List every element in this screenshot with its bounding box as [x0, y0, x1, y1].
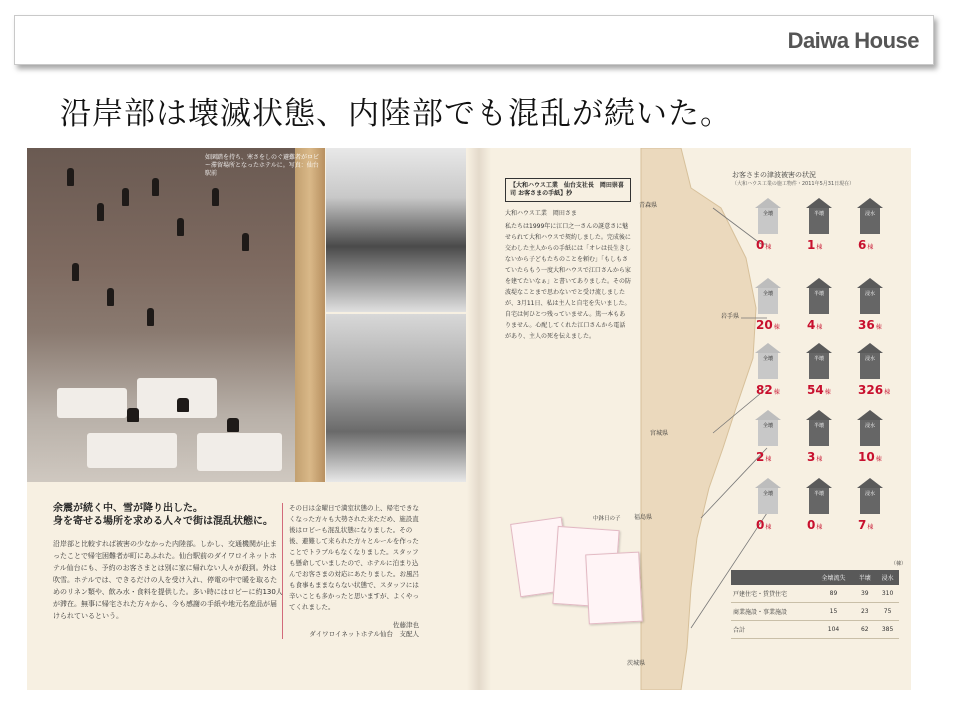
table-cell: 23 — [853, 603, 876, 621]
left-article — [53, 502, 283, 622]
damage-count-unit: 棟 — [816, 324, 823, 331]
damage-count — [756, 518, 771, 532]
damage-count-value: 1 — [807, 238, 816, 252]
photo-blanket — [57, 388, 127, 418]
house-icon — [806, 343, 832, 379]
damage-count — [807, 518, 822, 532]
house-icon — [806, 198, 832, 234]
damage-status-subtitle: （大和ハウス工業の施工物件・2011年5月31日現在） — [732, 181, 855, 187]
house-category-label: 浸水 — [864, 423, 875, 429]
table-cell: 合計 — [731, 621, 814, 639]
damage-count-value: 0 — [756, 518, 765, 532]
photo-person — [72, 263, 79, 281]
header-bar — [14, 15, 934, 65]
table-header-cell: 浸水 — [876, 570, 899, 585]
table-cell: 商業施設・事業施設 — [731, 603, 814, 621]
house-roof — [755, 410, 781, 420]
table-cell: 75 — [876, 603, 899, 621]
damage-count-value: 0 — [756, 238, 765, 252]
house-category-label: 半壊 — [813, 211, 824, 217]
damage-count — [807, 450, 822, 464]
damage-count-value: 326 — [858, 383, 884, 397]
damage-count — [756, 450, 771, 464]
house-icon — [755, 198, 781, 234]
house-category-label: 半壊 — [813, 491, 824, 497]
hotel-floor-photo — [326, 148, 466, 312]
damage-count-value: 54 — [807, 383, 824, 397]
damage-count-unit: 棟 — [867, 524, 874, 531]
damage-count-unit: 棟 — [816, 244, 823, 251]
damage-count-unit: 棟 — [884, 389, 891, 396]
photo-blanket — [87, 433, 177, 468]
house-roof — [806, 278, 832, 288]
damage-count-unit: 棟 — [867, 244, 874, 251]
table-cell: 15 — [814, 603, 854, 621]
house-roof — [755, 198, 781, 208]
damage-count — [858, 450, 882, 464]
table-cell: 89 — [814, 585, 854, 603]
letter-body: 私たちは1999年に江口之一さんの誕意さに魅せられて大和ハウスで契約しました。完成後に交わした主人からの手紙には「オレは長生きしないから子どもたちのことを頼む」「もしもさていたらもう一度大和ハウスで江口さんから家を建てたいなぁ」と書いてありました。その防波堤なことまで思わないでと受け流しましたが、3月11日、私は主人と自宅を失いました。自宅は何ひとつ残っていません。篤一本もありません。心配してくれた江口さんから電話があり、主人の死を伝えました。 — [505, 223, 632, 340]
table-cell: 62 — [853, 621, 876, 639]
quote-title: ダイワロイネットホテル仙台 支配人 — [309, 630, 419, 638]
photo-person — [177, 398, 189, 412]
hotel-lobby-photo — [326, 314, 466, 482]
damage-summary-table — [731, 570, 899, 639]
house-icon — [857, 198, 883, 234]
damage-count-unit: 棟 — [816, 524, 823, 531]
table-cell: 385 — [876, 621, 899, 639]
house-roof — [857, 410, 883, 420]
photo-person — [107, 288, 114, 306]
quote-signature — [289, 621, 419, 639]
quote-text: その日は金曜日で満室状態の上、帰宅できなくなった方々も大勢された来ただめ、施設直後はロビーも混乱状態になりました。その後、避難して来られた方々とルールを作ったことでトラブルもなくなりました。スタッフも懸命していましたので、ホテルに泊まり込んでお客さまの対応にあたりました。お風呂も食事もままならない状態で、スタッフには辛いことも多かったと思いますが、よくやってくれました。 — [289, 504, 419, 611]
damage-count-value: 6 — [858, 238, 867, 252]
damage-count-value: 4 — [807, 318, 816, 332]
house-roof — [857, 198, 883, 208]
damage-count-unit: 棟 — [765, 456, 772, 463]
customer-letter-article — [505, 178, 631, 342]
headline-line-1: 余震が続く中、雪が降り出した。 — [53, 503, 203, 514]
table-header-cell: 全壊流失 — [814, 570, 854, 585]
house-category-label: 半壊 — [813, 291, 824, 297]
damage-count-value: 7 — [858, 518, 867, 532]
photo-person — [122, 188, 129, 206]
house-category-label: 全壊 — [762, 356, 773, 362]
photo-person — [177, 218, 184, 236]
damage-count-unit: 棟 — [765, 244, 772, 251]
damage-count-unit: 棟 — [875, 456, 882, 463]
house-icon — [806, 278, 832, 314]
damage-count — [858, 518, 873, 532]
letter-addressee: 大和ハウス工業 岡田さま — [505, 210, 577, 217]
photo-person — [67, 168, 74, 186]
page-spine — [467, 148, 491, 690]
table-header-cell: 半壊 — [853, 570, 876, 585]
house-category-label: 全壊 — [762, 491, 773, 497]
house-roof — [857, 278, 883, 288]
article-body: 沿岸部と比較すれば被害の少なかった内陸部。しかし、交通機関が止まったことで帰宅困難者が町にあふれた。仙台駅前のダイワロイネットホテル仙台にも、予約のお客さまとは別に家に帰れない人々が殺到。外は吹雪。ホテルでは、できるだけの人を受け入れ、停電の中で暖を取るためのリネン類や、飲み水・食料を提供した。多い時にはロビーに約130人が滞在。無事に帰宅された方々から、今も感謝の手紙や地元名産品が届けられているという。 — [53, 540, 283, 620]
damage-count-value: 0 — [807, 518, 816, 532]
damage-count-unit: 棟 — [773, 324, 780, 331]
pref-label-iwate: 岩手県 — [721, 313, 740, 320]
damage-count — [858, 238, 873, 252]
house-roof — [806, 343, 832, 353]
table-header-row — [731, 570, 899, 585]
damage-count — [807, 383, 831, 397]
house-icon — [806, 478, 832, 514]
damage-count-unit: 棟 — [765, 524, 772, 531]
house-icon — [755, 410, 781, 446]
table-cell: 310 — [876, 585, 899, 603]
daiwa-house-logo: Daiwa House — [787, 28, 919, 53]
table-row — [731, 621, 899, 639]
damage-count-value: 3 — [807, 450, 816, 464]
damage-count-value: 10 — [858, 450, 875, 464]
lobby-pillar — [295, 148, 325, 482]
lobby-photo — [27, 148, 325, 482]
pref-label-miyagi: 宮城県 — [650, 430, 669, 437]
table-cell: 39 — [853, 585, 876, 603]
photo-person — [227, 418, 239, 432]
table-cell: 戸建住宅・賃貸住宅 — [731, 585, 814, 603]
damage-count — [858, 318, 882, 332]
house-category-label: 浸水 — [864, 291, 875, 297]
damage-count — [807, 238, 822, 252]
house-category-label: 全壊 — [762, 291, 773, 297]
table-header-cell — [731, 570, 814, 585]
house-roof — [755, 478, 781, 488]
damage-count — [756, 383, 780, 397]
photo-person — [127, 408, 139, 422]
damage-status-title: お客さまの津波被害の状況 — [732, 171, 816, 179]
house-category-label: 全壊 — [762, 423, 773, 429]
photo-blanket — [197, 433, 282, 471]
house-roof — [857, 478, 883, 488]
damage-count-value: 82 — [756, 383, 773, 397]
house-icon — [857, 278, 883, 314]
damage-count-unit: 棟 — [824, 389, 831, 396]
damage-count-value: 2 — [756, 450, 765, 464]
photo-caption: 如園踏を持ち、寒さをしのぐ避難者がロビー滞留場所となったホテルに。写真：仙台駅前 — [205, 154, 320, 177]
damage-count — [858, 383, 890, 397]
table-row — [731, 603, 899, 621]
house-category-label: 浸水 — [864, 356, 875, 362]
house-roof — [857, 343, 883, 353]
photo-person — [212, 188, 219, 206]
table-cell: 104 — [814, 621, 854, 639]
damage-count — [807, 318, 822, 332]
letter-heading: 【大和ハウス工業 仙台支社長 岡田崇喜 司 お客さまの手紙】抄 — [505, 178, 631, 202]
house-category-label: 浸水 — [864, 491, 875, 497]
house-category-label: 浸水 — [864, 211, 875, 217]
damage-count — [756, 238, 771, 252]
photo-person — [147, 308, 154, 326]
pref-label-ibaraki: 茨城県 — [627, 660, 646, 667]
photo-person — [242, 233, 249, 251]
quote-name: 佐藤津也 — [393, 621, 419, 629]
house-icon — [857, 410, 883, 446]
pref-label-fukushima: 福島県 — [634, 514, 653, 521]
photo-person — [97, 203, 104, 221]
house-roof — [806, 198, 832, 208]
house-category-label: 半壊 — [813, 356, 824, 362]
house-icon — [755, 343, 781, 379]
letter-caption: 中鉢日の子 — [593, 516, 621, 522]
house-icon — [857, 343, 883, 379]
house-icon — [857, 478, 883, 514]
table-row — [731, 585, 899, 603]
damage-count-unit: 棟 — [875, 324, 882, 331]
damage-count-value: 36 — [858, 318, 875, 332]
article-headline — [53, 502, 283, 528]
house-category-label: 半壊 — [813, 423, 824, 429]
damage-count-unit: 棟 — [773, 389, 780, 396]
damage-count-value: 20 — [756, 318, 773, 332]
pref-label-aomori: 青森県 — [639, 202, 658, 209]
house-roof — [755, 278, 781, 288]
house-icon — [806, 410, 832, 446]
house-category-label: 全壊 — [762, 211, 773, 217]
house-icon — [755, 278, 781, 314]
house-roof — [755, 343, 781, 353]
house-icon — [755, 478, 781, 514]
damage-count-unit: 棟 — [816, 456, 823, 463]
headline-line-2: 身を寄せる場所を求める人々で街は混乱状態に。 — [53, 516, 273, 527]
damage-count — [756, 318, 780, 332]
house-roof — [806, 410, 832, 420]
photo-person — [152, 178, 159, 196]
table-unit-label: （棟） — [891, 561, 907, 567]
house-roof — [806, 478, 832, 488]
manager-quote — [282, 503, 419, 639]
brochure-spread — [27, 148, 911, 690]
handwritten-letter — [585, 552, 643, 625]
slide-title: 沿岸部は壊滅状態、内陸部でも混乱が続いた。 — [60, 96, 732, 132]
